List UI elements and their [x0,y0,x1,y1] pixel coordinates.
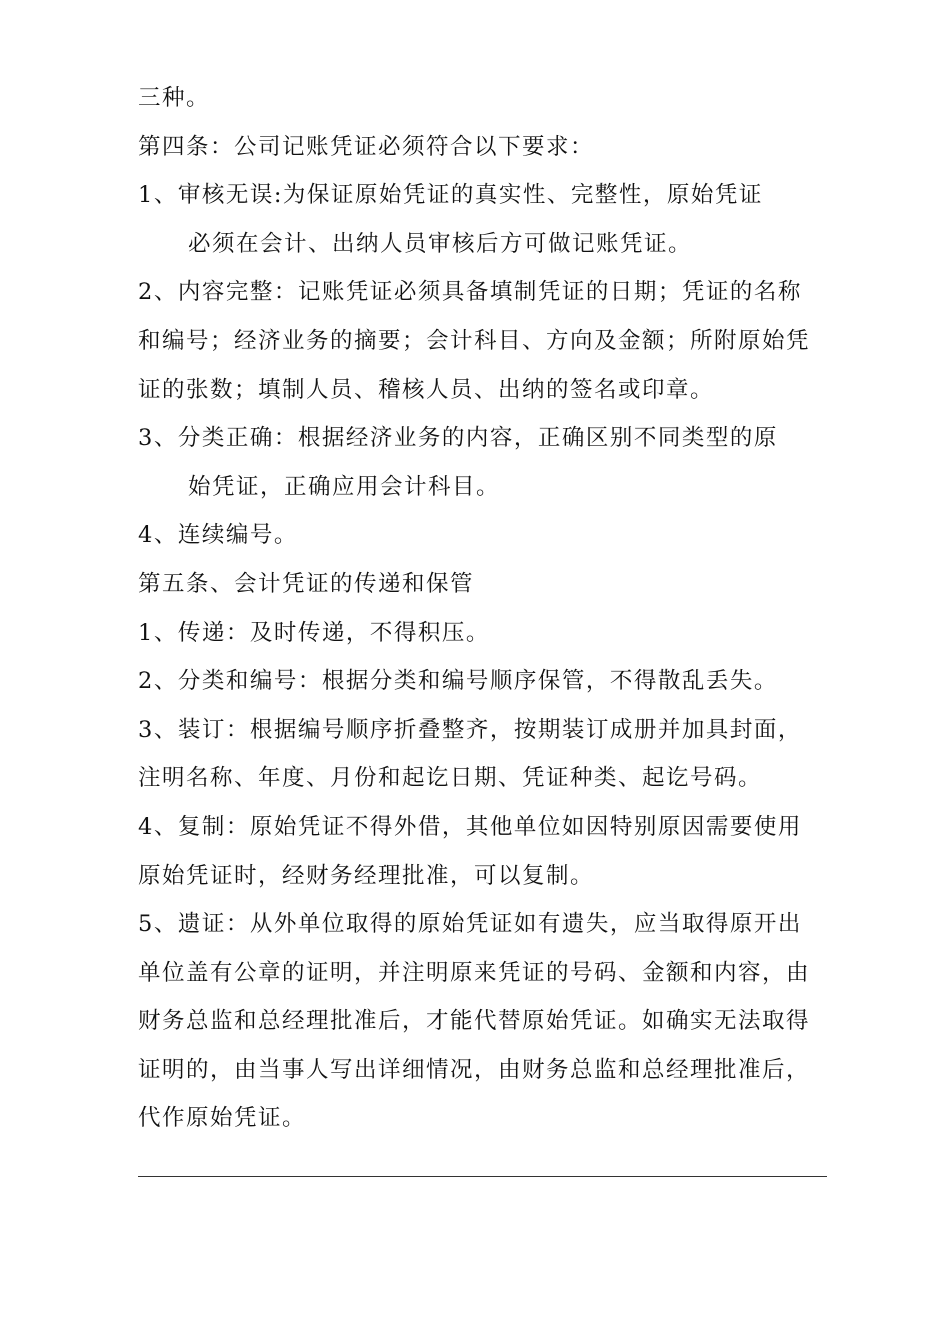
text-line: 三种。 [138,85,211,111]
text-line: 证明的，由当事人写出详细情况，由财务总监和总经理批准后， [138,1056,811,1083]
article-heading: 第五条、会计凭证的传递和保管 [138,570,475,597]
text-line: 4、连续编号。 [138,522,298,549]
text-line: 单位盖有公章的证明，并注明原来凭证的号码、金额和内容，由 [138,959,811,986]
article-heading: 第四条：公司记账凭证必须符合以下要求： [138,133,595,160]
text-line-indented: 始凭证，正确应用会计科目。 [188,473,501,500]
text-line: 和编号；经济业务的摘要；会计科目、方向及金额；所附原始凭 [138,327,811,354]
text-line: 代作原始凭证。 [138,1105,307,1132]
text-line: 证的张数；填制人员、稽核人员、出纳的签名或印章。 [138,376,715,403]
text-line: 1、审核无误:为保证原始凭证的真实性、完整性，原始凭证 [138,182,763,209]
footer-divider [138,1176,827,1177]
text-line-indented: 必须在会计、出纳人员审核后方可做记账凭证。 [188,230,693,257]
text-line: 2、分类和编号：根据分类和编号顺序保管，不得散乱丢失。 [138,668,778,695]
text-line: 注明名称、年度、月份和起讫日期、凭证种类、起讫号码。 [138,765,763,792]
text-line: 1、传递：及时传递，不得积压。 [138,619,490,646]
text-line: 原始凭证时，经财务经理批准，可以复制。 [138,862,595,889]
document-body [138,74,838,1143]
text-line: 5、遗证：从外单位取得的原始凭证如有遗失，应当取得原开出 [138,911,802,938]
text-line: 2、内容完整：记账凭证必须具备填制凭证的日期；凭证的名称 [138,279,802,306]
text-line: 4、复制：原始凭证不得外借，其他单位如因特别原因需要使用 [138,813,802,840]
text-line: 3、分类正确：根据经济业务的内容，正确区别不同类型的原 [138,425,778,452]
text-line: 3、装订：根据编号顺序折叠整齐，按期装订成册并加具封面， [138,716,802,743]
text-line: 财务总监和总经理批准后，才能代替原始凭证。如确实无法取得 [138,1008,811,1035]
